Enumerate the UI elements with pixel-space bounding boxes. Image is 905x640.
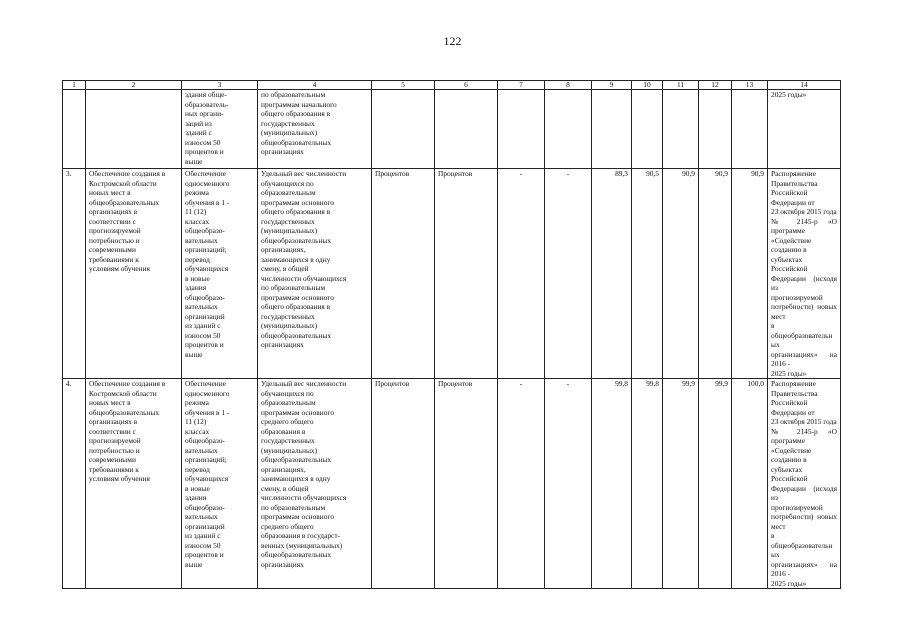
value-cell	[498, 90, 545, 169]
goal-name-cell: Обеспечение создания в Костромской области новых мест в общеобразовательных организациях в соответствии с прогнозируемой потребностью и современными требованиями к условиям обучения	[86, 169, 182, 379]
event-cell: здания обще- образователь- ных органи- заций из зданий с износом 50 процентов и выше	[182, 90, 258, 169]
legal-basis-cell: Распоряжение Правительства Российской Федерации от 23 октября 2015 года № 2145-р «О программе «Содействие созданию в субъектах Российской Федерации (исходя из прогнозируемой потребности) новых мест в общеобразовательных организациях» на 2016 - 2025 годы»	[768, 169, 841, 379]
table-row	[63, 169, 841, 379]
value-cell: -	[545, 169, 592, 379]
column-number-header: 6	[435, 81, 498, 90]
value-cell: 90,9	[699, 169, 732, 379]
column-number-header: 13	[732, 81, 768, 90]
column-number-header: 12	[699, 81, 732, 90]
row-number-cell: 3.	[63, 169, 86, 379]
value-cell: 89,3	[592, 169, 632, 379]
value-cell	[663, 90, 699, 169]
value-cell: 99,8	[592, 379, 632, 589]
row-number-cell	[63, 90, 86, 169]
value-cell: 99,9	[663, 379, 699, 589]
value-cell: 99,8	[632, 379, 663, 589]
indicator-cell: Удельный вес численности обучающихся по образовательным программам основного среднего общего образования в государственных (муниципальных) общеобразовательных организациях, занимающихся в одну смену, в общей численности обучающихся по образовательным программам основного среднего общего образования в государст- венных (муниципальных) общеобразовательных организациях	[258, 379, 372, 589]
column-number-header: 5	[372, 81, 435, 90]
value-cell	[632, 90, 663, 169]
column-number-header: 7	[498, 81, 545, 90]
goal-name-cell: Обеспечение создания в Костромской области новых мест в общеобразовательных организациях в соответствии с прогнозируемой потребностью и современными требованиями к условиям обучения	[86, 379, 182, 589]
value-cell: 90,5	[632, 169, 663, 379]
table-header-row	[63, 81, 841, 90]
unit-cell: Процентов	[435, 379, 498, 589]
value-cell: -	[498, 169, 545, 379]
value-cell	[592, 90, 632, 169]
event-cell: Обеспечение односменного режима обучения в 1 - 11 (12) классах общеобразо- вательных организаций; перевод обучающихся в новые здания общеобразо- вательных организаций из зданий с износом 50 процентов и выше	[182, 169, 258, 379]
column-number-header: 11	[663, 81, 699, 90]
column-number-header: 9	[592, 81, 632, 90]
table-row	[63, 379, 841, 589]
value-cell: 90,9	[732, 169, 768, 379]
column-number-header: 14	[768, 81, 841, 90]
indicator-cell: по образовательным программам начального общего образования в государственных (муниципальных) общеобразовательных организациях	[258, 90, 372, 169]
column-number-header: 1	[63, 81, 86, 90]
unit-cell	[372, 90, 435, 169]
column-number-header: 4	[258, 81, 372, 90]
value-cell: 100,0	[732, 379, 768, 589]
row-number-cell: 4.	[63, 379, 86, 589]
column-number-header: 10	[632, 81, 663, 90]
value-cell: -	[545, 379, 592, 589]
unit-cell: Процентов	[435, 169, 498, 379]
column-number-header: 3	[182, 81, 258, 90]
table-row	[63, 90, 841, 169]
unit-cell	[435, 90, 498, 169]
value-cell	[699, 90, 732, 169]
legal-basis-cell: 2025 годы»	[768, 90, 841, 169]
value-cell: 99,9	[699, 379, 732, 589]
unit-cell: Процентов	[372, 379, 435, 589]
column-number-header: 8	[545, 81, 592, 90]
value-cell: 90,9	[663, 169, 699, 379]
value-cell	[732, 90, 768, 169]
legal-basis-cell: Распоряжение Правительства Российской Федерации от 23 октября 2015 года № 2145-р «О программе «Содействие созданию в субъектах Российской Федерации (исходя из прогнозируемой потребности) новых мест в общеобразовательных организациях» на 2016 - 2025 годы»	[768, 379, 841, 589]
column-number-header: 2	[86, 81, 182, 90]
indicators-table	[62, 80, 841, 589]
value-cell	[545, 90, 592, 169]
page-number: 122	[443, 34, 462, 48]
goal-name-cell	[86, 90, 182, 169]
indicator-cell: Удельный вес численности обучающихся по образовательным программам основного общего образования в государственных (муниципальных) общеобразовательных организациях, занимающихся в одну смену, в общей численности обучающихся по образовательным программам основного общего образования в государственных (муниципальных) общеобразовательных организациях	[258, 169, 372, 379]
value-cell: -	[498, 379, 545, 589]
event-cell: Обеспечение односменного режима обучения в 1 - 11 (12) классах общеобразо- вательных организаций; перевод обучающихся в новые здания общеобразо- вательных организаций из зданий с износом 50 процентов и выше	[182, 379, 258, 589]
unit-cell: Процентов	[372, 169, 435, 379]
